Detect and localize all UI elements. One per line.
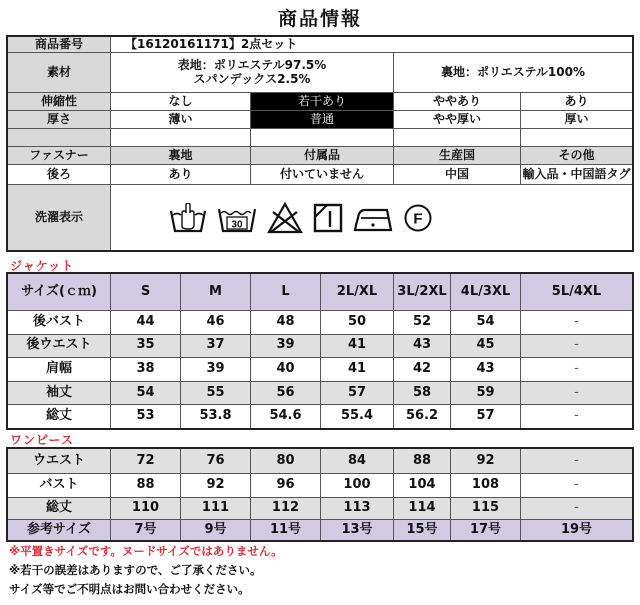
thickness-label: 厚さ [8, 111, 111, 129]
cell: 55.4 [321, 405, 394, 429]
jacket-size-table [7, 273, 633, 429]
row-label: ウエスト [8, 449, 111, 474]
cell: - [521, 405, 633, 429]
hand-wash-icon [169, 203, 207, 233]
cell: 39 [251, 334, 321, 358]
stretch-option: あり [521, 93, 633, 111]
size-header: 5L/4XL [521, 274, 633, 311]
cell: 41 [321, 358, 394, 382]
detail-header-accessories: 付属品 [251, 147, 394, 165]
detail-header-other: その他 [521, 147, 633, 165]
cell: 111 [181, 498, 251, 520]
cell: 114 [394, 498, 451, 520]
cell: 92 [181, 474, 251, 498]
cell: 57 [451, 405, 521, 429]
cell: - [521, 311, 633, 335]
row-label: 後バスト [8, 311, 111, 335]
cell: 55 [181, 381, 251, 405]
iron-low-icon [353, 204, 393, 232]
cell: 15号 [394, 520, 451, 541]
size-header: 2L/XL [321, 274, 394, 311]
note-flat-size: ※平置きサイズです。ヌードサイズではありません。 [9, 544, 283, 558]
table-row [8, 498, 633, 520]
cell: 38 [111, 358, 181, 382]
table-row [8, 311, 633, 335]
cell: 54 [111, 381, 181, 405]
cell: 56.2 [394, 405, 451, 429]
cell: 17号 [451, 520, 521, 541]
detail-value-lining: あり [111, 165, 251, 185]
cell: 58 [394, 381, 451, 405]
material-outer-line1: 表地：ポリエステル97.5% [177, 57, 327, 72]
dry-clean-f-icon [403, 203, 433, 233]
page-title: 商品情報 [277, 8, 362, 30]
size-header: L [251, 274, 321, 311]
detail-value-accessories: 付いていません [251, 165, 394, 185]
cell: 110 [111, 498, 181, 520]
cell: 115 [451, 498, 521, 520]
row-label: 総丈 [8, 498, 111, 520]
detail-header-origin: 生産国 [394, 147, 521, 165]
detail-value-other: 輸入品・中国語タグ [521, 165, 633, 185]
cell: 39 [181, 358, 251, 382]
table-row [8, 381, 633, 405]
cell: 48 [251, 311, 321, 335]
size-header: 3L/2XL [394, 274, 451, 311]
row-label: 後ウエスト [8, 334, 111, 358]
cell: 44 [111, 311, 181, 335]
cell: 53 [111, 405, 181, 429]
thickness-option: 薄い [111, 111, 251, 129]
cell: - [521, 334, 633, 358]
cell: 45 [451, 334, 521, 358]
thickness-option: 厚い [521, 111, 633, 129]
note-contact: サイズ等でご不明点はお問い合わせください。 [9, 582, 250, 596]
product-info-table [7, 36, 633, 251]
cell: 100 [321, 474, 394, 498]
size-header: M [181, 274, 251, 311]
empty-cell [394, 129, 521, 147]
cell: 54.6 [251, 405, 321, 429]
material-outer [111, 53, 394, 93]
cell: 72 [111, 449, 181, 474]
row-label: 袖丈 [8, 381, 111, 405]
cell: 37 [181, 334, 251, 358]
cell: 80 [251, 449, 321, 474]
cell: 54 [451, 311, 521, 335]
empty-cell [8, 129, 111, 147]
material-outer-line2: スパンデックス2.5% [193, 71, 311, 86]
row-label: バスト [8, 474, 111, 498]
wash-30-icon [217, 203, 257, 233]
cell: 42 [394, 358, 451, 382]
cell: 113 [321, 498, 394, 520]
cell: 50 [321, 311, 394, 335]
cell: 92 [451, 449, 521, 474]
product-number-value: 【16120161171】2点セット [111, 37, 633, 53]
cell: 40 [251, 358, 321, 382]
cell: 96 [251, 474, 321, 498]
cell: 41 [321, 334, 394, 358]
empty-cell [251, 129, 394, 147]
cell: 11号 [251, 520, 321, 541]
thickness-option-selected: 普通 [251, 111, 394, 129]
cell: - [521, 358, 633, 382]
size-header: S [111, 274, 181, 311]
cell: - [521, 449, 633, 474]
onepiece-size-table [7, 448, 633, 541]
stretch-option: ややあり [394, 93, 521, 111]
dry-clean-letter: F [413, 210, 423, 227]
drip-dry-shade-icon [313, 203, 343, 233]
empty-cell [521, 129, 633, 147]
care-symbols [111, 185, 633, 251]
cell: 46 [181, 311, 251, 335]
cell: 84 [321, 449, 394, 474]
detail-value-zipper: 後ろ [8, 165, 111, 185]
cell: 53.8 [181, 405, 251, 429]
detail-header-zipper: ファスナー [8, 147, 111, 165]
cell: 59 [451, 381, 521, 405]
cell: 52 [394, 311, 451, 335]
cell: 112 [251, 498, 321, 520]
onepiece-section-title: ワンピース [10, 433, 74, 447]
cell: 104 [394, 474, 451, 498]
cell: - [521, 474, 633, 498]
size-header-label: サイズ(ｃｍ) [8, 274, 111, 311]
cell: 35 [111, 334, 181, 358]
stretch-label: 伸縮性 [8, 93, 111, 111]
stretch-option-selected: 若干あり [251, 93, 394, 111]
row-label: 肩幅 [8, 358, 111, 382]
cell: 88 [111, 474, 181, 498]
material-lining: 裏地：ポリエステル100% [394, 53, 633, 93]
table-row [8, 358, 633, 382]
table-row [8, 474, 633, 498]
thickness-option: やや厚い [394, 111, 521, 129]
reference-size-row [8, 520, 633, 541]
stretch-option: なし [111, 93, 251, 111]
cell: 108 [451, 474, 521, 498]
table-row [8, 449, 633, 474]
cell: 19号 [521, 520, 633, 541]
wash-temp: 30 [231, 219, 243, 230]
cell: 13号 [321, 520, 394, 541]
jacket-section-title: ジャケット [10, 259, 75, 273]
cell: 76 [181, 449, 251, 474]
empty-cell [111, 129, 251, 147]
cell: 57 [321, 381, 394, 405]
cell: - [521, 381, 633, 405]
cell: 88 [394, 449, 451, 474]
detail-value-origin: 中国 [394, 165, 521, 185]
cell: 9号 [181, 520, 251, 541]
cell: 7号 [111, 520, 181, 541]
reference-label: 参考サイズ [8, 520, 111, 541]
size-header: 4L/3XL [451, 274, 521, 311]
cell: 43 [451, 358, 521, 382]
notes [9, 542, 283, 599]
table-row [8, 334, 633, 358]
note-tolerance: ※若干の誤差はありますので、ご了承ください。 [9, 563, 262, 577]
care-label: 洗濯表示 [8, 185, 111, 251]
row-label: 総丈 [8, 405, 111, 429]
cell: 43 [394, 334, 451, 358]
product-number-label: 商品番号 [8, 37, 111, 53]
table-row [8, 405, 633, 429]
cell: - [521, 498, 633, 520]
detail-header-lining: 裏地 [111, 147, 251, 165]
cell: 56 [251, 381, 321, 405]
no-bleach-icon [267, 202, 303, 234]
material-label: 素材 [8, 53, 111, 93]
